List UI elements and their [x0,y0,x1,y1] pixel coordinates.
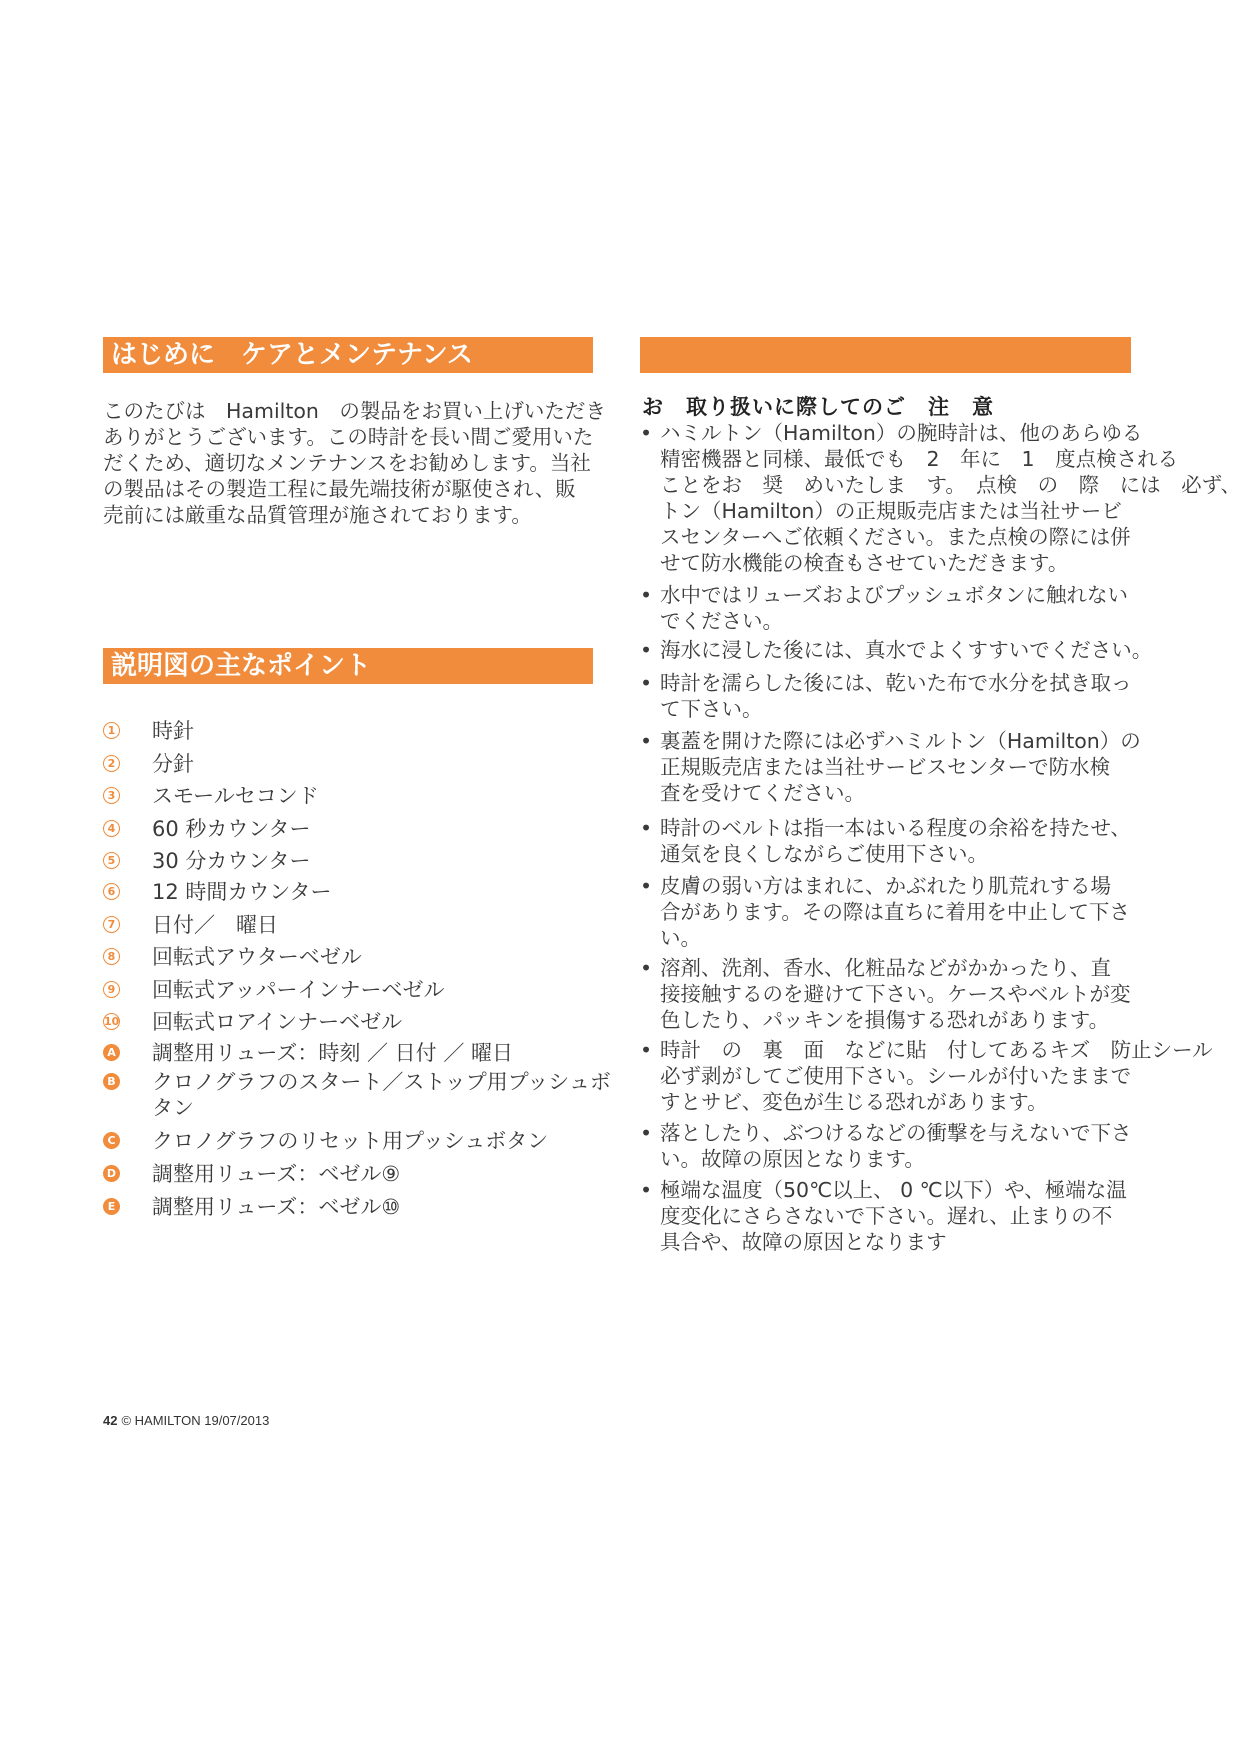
point-marker-icon: E [103,1198,120,1215]
point-label [152,1069,622,1121]
caution-text-line: 具合や、故障の原因となります [660,1230,947,1254]
bullet-icon: • [640,671,653,695]
page-number: 42 [103,1413,118,1428]
caution-text-line: 必ず剥がしてご使用下さい。シールが付いたままで [660,1064,1132,1088]
caution-text-line: 皮膚の弱い方はまれに、かぶれたり肌荒れする場 [660,874,1111,898]
bullet-icon: • [640,874,653,898]
point-label [152,751,622,777]
footer-copyright: © HAMILTON 19/07/2013 [121,1413,270,1428]
point-label-line: 60 秒カウンター [152,817,311,841]
caution-text-line: ことをお 奨 めいたしま す。 点検 の 際 には 必ず、 [660,473,1241,497]
point-marker-icon: 8 [103,948,120,965]
point-marker-icon: 6 [103,883,120,900]
section-heading-care: はじめに ケアとメンテナンス [103,337,593,373]
caution-text-line: ハミルトン（Hamilton）の腕時計は、他のあらゆる [660,421,1143,445]
caution-text-line: 時計を濡らした後には、乾いた布で水分を拭き取っ [660,671,1132,695]
caution-text-line: 精密機器と同様、最低でも 2 年に 1 度点検される [660,447,1179,471]
point-label-line: 日付／ 曜日 [152,913,278,937]
intro-line: の製品はその製造工程に最先端技術が駆使され、販 [103,477,576,501]
caution-text-line: 通気を良くしながらご使用下さい。 [660,842,988,866]
point-label [152,1009,622,1035]
caution-text-line: すとサビ、変色が生じる恐れがあります。 [660,1090,1048,1114]
point-label [152,944,622,970]
point-label-line: 調整用リューズ：ベゼル⑨ [152,1162,401,1186]
bullet-icon: • [640,421,653,445]
point-label [152,977,622,1003]
caution-text-line: 色したり、パッキンを損傷する恐れがあります。 [660,1008,1110,1032]
point-marker-icon: 3 [103,787,120,804]
point-marker-icon: 1 [103,722,120,739]
bullet-icon: • [640,956,653,980]
page-footer [103,1413,269,1428]
caution-text-line: い。 [660,926,701,950]
point-label-line: 12 時間カウンター [152,880,332,904]
caution-text-line: でください。 [660,609,783,633]
point-label-line: 調整用リューズ：時刻 ／ 日付 ／ 曜日 [152,1041,514,1065]
point-label-line: 30 分カウンター [152,849,311,873]
point-label-line: タン [152,1096,194,1120]
point-label [152,912,622,938]
point-marker-icon: 10 [104,1015,120,1028]
caution-text-line: い。故障の原因となります。 [660,1147,925,1171]
point-label [152,848,622,874]
point-label [152,816,622,842]
section-heading-points: 説明図の主なポイント [103,648,593,684]
caution-text-line: スセンターへご依頼ください。また点検の際には併 [660,525,1131,549]
caution-text-line: 査を受けてください。 [660,781,865,805]
caution-text-line: 時計 の 裏 面 などに貼 付してあるキズ 防止シール [660,1038,1213,1062]
caution-text-line: 落としたり、ぶつけるなどの衝撃を与えないで下さ [660,1121,1132,1145]
caution-text [660,1177,1200,1255]
intro-line: だくため、適切なメンテナンスをお勧めします。当社 [103,451,591,475]
caution-text-line: せて防水機能の検査もさせていただきます。 [660,551,1069,575]
bullet-icon: • [640,816,653,840]
point-marker-icon: 4 [103,820,120,837]
point-label-line: 回転式ロアインナーベゼル [152,1010,403,1034]
caution-text-line: 接接触するのを避けて下さい。ケースやベルトが変 [660,982,1131,1006]
point-label-line: 回転式アッパーインナーベゼル [152,978,445,1002]
point-marker-icon: B [103,1073,120,1090]
caution-text [660,420,1241,576]
caution-text [660,955,1200,1033]
cautions-title: お 取り扱いに際してのご 注 意 [642,395,994,419]
point-label [152,879,622,905]
point-label [152,1040,622,1066]
caution-text-line: 水中ではリューズおよびプッシュボタンに触れない [660,583,1129,607]
intro-line: このたびは Hamilton の製品をお買い上げいただき [103,399,606,423]
caution-text-line: 溶剤、洗剤、香水、化粧品などがかかったり、直 [660,956,1111,980]
caution-text [660,728,1200,806]
caution-text-line: 裏蓋を開けた際には必ずハミルトン（Hamilton）の [660,729,1141,753]
bullet-icon: • [640,1178,653,1202]
caution-text-line: 度変化にさらさないで下さい。遅れ、止まりの不 [660,1204,1113,1228]
caution-text-line: て下さい。 [660,697,763,721]
bullet-icon: • [640,729,653,753]
section-heading-blank [640,337,1131,373]
point-label-line: 調整用リューズ：ベゼル⑩ [152,1195,401,1219]
intro-line: 売前には厳重な品質管理が施されております。 [103,503,532,527]
point-marker-icon: C [103,1132,120,1149]
point-label-line: 分針 [152,752,194,776]
point-label-line: 回転式アウターベゼル [152,945,362,969]
point-label [152,783,622,809]
caution-text-line: 合があります。その際は直ちに着用を中止して下さ [660,900,1130,924]
point-marker-icon: A [103,1044,120,1061]
point-label [152,1194,622,1220]
caution-text-line: 時計のベルトは指一本はいる程度の余裕を持たせ、 [660,816,1131,840]
bullet-icon: • [640,638,653,662]
point-label-line: クロノグラフのリセット用プッシュボタン [152,1129,549,1153]
caution-text [660,1120,1200,1172]
point-label-line: スモールセコンド [152,784,319,808]
bullet-icon: • [640,1038,653,1062]
bullet-icon: • [640,583,653,607]
point-label-line: クロノグラフのスタート／ストップ用プッシュボ [152,1070,611,1094]
point-marker-icon: 2 [103,755,120,772]
point-marker-icon: 9 [103,981,120,998]
point-marker-icon: D [103,1165,120,1182]
caution-text [660,637,1200,663]
point-label [152,1128,622,1154]
caution-text [660,582,1200,634]
point-label-line: 時針 [152,719,194,743]
caution-text [660,1037,1213,1115]
caution-text-line: 正規販売店または当社サービスセンターで防水検 [660,755,1111,779]
point-marker-icon: 7 [103,916,120,933]
point-label [152,718,622,744]
caution-text-line: 海水に浸した後には、真水でよくすすいでください。 [660,638,1153,662]
point-marker-icon: 5 [103,852,120,869]
intro-line: ありがとうございます。この時計を長い間ご愛用いた [103,425,594,449]
caution-text [660,670,1200,722]
caution-text-line: トン（Hamilton）の正規販売店または当社サービ [660,499,1122,523]
bullet-icon: • [640,1121,653,1145]
caution-text-line: 極端な温度（50℃以上、 0 ℃以下）や、極端な温 [660,1178,1127,1202]
caution-text [660,873,1200,951]
point-label [152,1161,622,1187]
intro-paragraph [103,398,643,528]
caution-text [660,815,1200,867]
